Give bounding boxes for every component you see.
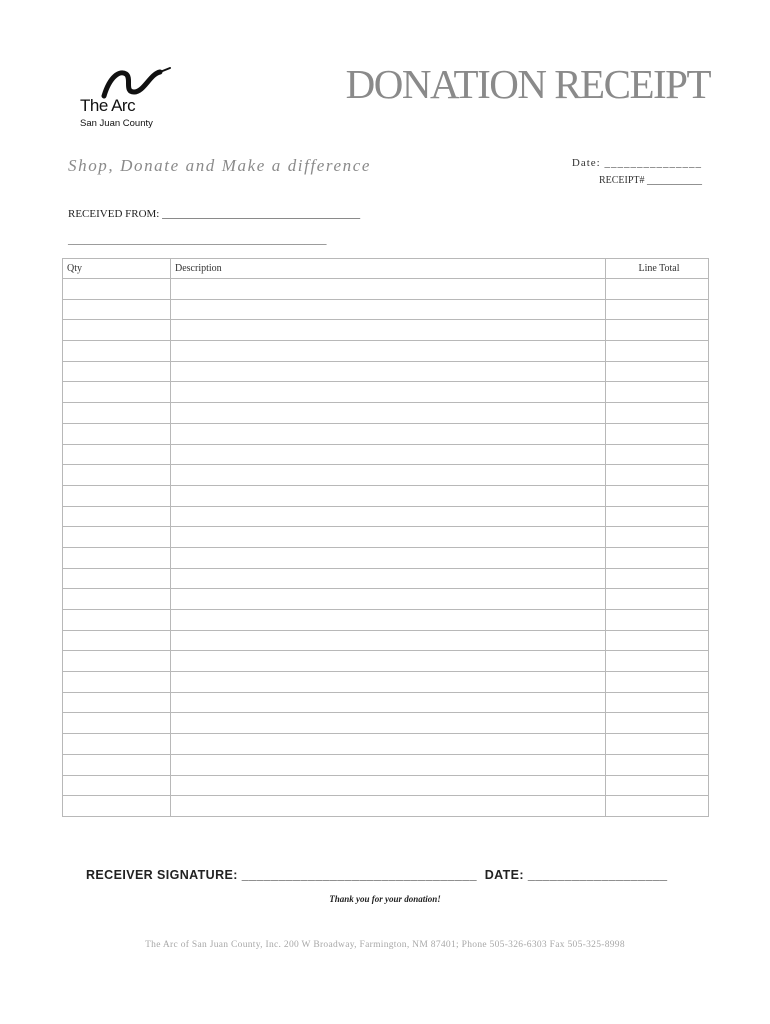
receiver-signature-line[interactable]: RECEIVER SIGNATURE: ________________________________ DATE: ___________________ bbox=[86, 868, 668, 882]
table-row bbox=[63, 506, 709, 527]
line-total-cell[interactable] bbox=[606, 320, 709, 341]
description-cell[interactable] bbox=[171, 279, 606, 300]
line-total-cell[interactable] bbox=[606, 527, 709, 548]
qty-cell[interactable] bbox=[63, 465, 171, 486]
arc-logo-icon bbox=[100, 66, 180, 100]
description-cell[interactable] bbox=[171, 506, 606, 527]
description-cell[interactable] bbox=[171, 713, 606, 734]
description-cell[interactable] bbox=[171, 754, 606, 775]
description-cell[interactable] bbox=[171, 423, 606, 444]
description-cell[interactable] bbox=[171, 630, 606, 651]
qty-cell[interactable] bbox=[63, 610, 171, 631]
qty-cell[interactable] bbox=[63, 341, 171, 362]
qty-cell[interactable] bbox=[63, 279, 171, 300]
logo bbox=[78, 66, 178, 132]
qty-cell[interactable] bbox=[63, 589, 171, 610]
table-row bbox=[63, 485, 709, 506]
donation-items-table bbox=[62, 258, 709, 817]
line-total-cell[interactable] bbox=[606, 568, 709, 589]
description-cell[interactable] bbox=[171, 734, 606, 755]
qty-cell[interactable] bbox=[63, 672, 171, 693]
table-header-row bbox=[63, 259, 709, 279]
description-cell[interactable] bbox=[171, 320, 606, 341]
line-total-cell[interactable] bbox=[606, 796, 709, 817]
table-row bbox=[63, 361, 709, 382]
table-row bbox=[63, 547, 709, 568]
header-description: Description bbox=[171, 259, 606, 279]
table-row bbox=[63, 754, 709, 775]
table-row bbox=[63, 465, 709, 486]
description-cell[interactable] bbox=[171, 382, 606, 403]
table-row bbox=[63, 403, 709, 424]
description-cell[interactable] bbox=[171, 527, 606, 548]
logo-name: The Arc bbox=[80, 96, 136, 115]
qty-cell[interactable] bbox=[63, 361, 171, 382]
qty-cell[interactable] bbox=[63, 547, 171, 568]
tagline: Shop, Donate and Make a difference bbox=[68, 156, 372, 175]
table-row bbox=[63, 651, 709, 672]
qty-cell[interactable] bbox=[63, 423, 171, 444]
description-cell[interactable] bbox=[171, 361, 606, 382]
qty-cell[interactable] bbox=[63, 403, 171, 424]
qty-cell[interactable] bbox=[63, 320, 171, 341]
description-cell[interactable] bbox=[171, 485, 606, 506]
line-total-cell[interactable] bbox=[606, 692, 709, 713]
line-total-cell[interactable] bbox=[606, 382, 709, 403]
table-row bbox=[63, 341, 709, 362]
qty-cell[interactable] bbox=[63, 796, 171, 817]
header-qty: Qty bbox=[63, 259, 171, 279]
line-total-cell[interactable] bbox=[606, 465, 709, 486]
line-total-cell[interactable] bbox=[606, 506, 709, 527]
table-row bbox=[63, 713, 709, 734]
line-total-cell[interactable] bbox=[606, 630, 709, 651]
line-total-cell[interactable] bbox=[606, 589, 709, 610]
table-row bbox=[63, 299, 709, 320]
line-total-cell[interactable] bbox=[606, 734, 709, 755]
qty-cell[interactable] bbox=[63, 527, 171, 548]
qty-cell[interactable] bbox=[63, 734, 171, 755]
table-row bbox=[63, 589, 709, 610]
description-cell[interactable] bbox=[171, 672, 606, 693]
qty-cell[interactable] bbox=[63, 299, 171, 320]
thank-you-note: Thank you for your donation! bbox=[329, 894, 441, 904]
line-total-cell[interactable] bbox=[606, 403, 709, 424]
qty-cell[interactable] bbox=[63, 382, 171, 403]
table-row bbox=[63, 527, 709, 548]
qty-cell[interactable] bbox=[63, 713, 171, 734]
line-total-cell[interactable] bbox=[606, 299, 709, 320]
qty-cell[interactable] bbox=[63, 775, 171, 796]
table-row bbox=[63, 692, 709, 713]
qty-cell[interactable] bbox=[63, 568, 171, 589]
description-cell[interactable] bbox=[171, 589, 606, 610]
qty-cell[interactable] bbox=[63, 630, 171, 651]
line-total-cell[interactable] bbox=[606, 341, 709, 362]
line-total-cell[interactable] bbox=[606, 754, 709, 775]
date-field[interactable]: Date: _______________ bbox=[571, 157, 702, 169]
qty-cell[interactable] bbox=[63, 485, 171, 506]
qty-cell[interactable] bbox=[63, 692, 171, 713]
line-total-cell[interactable] bbox=[606, 423, 709, 444]
line-total-cell[interactable] bbox=[606, 444, 709, 465]
line-total-cell[interactable] bbox=[606, 547, 709, 568]
description-cell[interactable] bbox=[171, 299, 606, 320]
line-total-cell[interactable] bbox=[606, 651, 709, 672]
table-row bbox=[63, 610, 709, 631]
line-total-cell[interactable] bbox=[606, 485, 709, 506]
footer-address: The Arc of San Juan County, Inc. 200 W Broadway, Farmington, NM 87401; Phone 505-326-6303 Fax 505-325-8998 bbox=[145, 940, 625, 950]
line-total-cell[interactable] bbox=[606, 775, 709, 796]
table-row bbox=[63, 382, 709, 403]
table-row bbox=[63, 444, 709, 465]
description-cell[interactable] bbox=[171, 465, 606, 486]
qty-cell[interactable] bbox=[63, 444, 171, 465]
line-total-cell[interactable] bbox=[606, 713, 709, 734]
description-cell[interactable] bbox=[171, 341, 606, 362]
line-total-cell[interactable] bbox=[606, 279, 709, 300]
line-total-cell[interactable] bbox=[606, 361, 709, 382]
table-row bbox=[63, 796, 709, 817]
logo-subtitle: San Juan County bbox=[80, 118, 153, 129]
description-cell[interactable] bbox=[171, 568, 606, 589]
line-total-cell[interactable] bbox=[606, 672, 709, 693]
page-title: DONATION RECEIPT bbox=[345, 61, 710, 107]
description-cell[interactable] bbox=[171, 651, 606, 672]
description-cell[interactable] bbox=[171, 444, 606, 465]
qty-cell[interactable] bbox=[63, 754, 171, 775]
table-row bbox=[63, 423, 709, 444]
qty-cell[interactable] bbox=[63, 651, 171, 672]
received-from-field[interactable]: RECEIVED FROM: ____________________________________ bbox=[68, 208, 361, 220]
description-cell[interactable] bbox=[171, 796, 606, 817]
table-row bbox=[63, 630, 709, 651]
description-cell[interactable] bbox=[171, 775, 606, 796]
description-cell[interactable] bbox=[171, 692, 606, 713]
table-row bbox=[63, 320, 709, 341]
table-row bbox=[63, 672, 709, 693]
table-row bbox=[63, 568, 709, 589]
header-line-total: Line Total bbox=[606, 259, 709, 279]
table-row bbox=[63, 279, 709, 300]
description-cell[interactable] bbox=[171, 610, 606, 631]
description-cell[interactable] bbox=[171, 547, 606, 568]
line-total-cell[interactable] bbox=[606, 610, 709, 631]
received-from-continuation[interactable]: _______________________________________________ bbox=[68, 234, 327, 246]
receipt-number-field[interactable]: RECEIPT# ___________ bbox=[598, 175, 702, 186]
table-row bbox=[63, 734, 709, 755]
qty-cell[interactable] bbox=[63, 506, 171, 527]
description-cell[interactable] bbox=[171, 403, 606, 424]
table-row bbox=[63, 775, 709, 796]
